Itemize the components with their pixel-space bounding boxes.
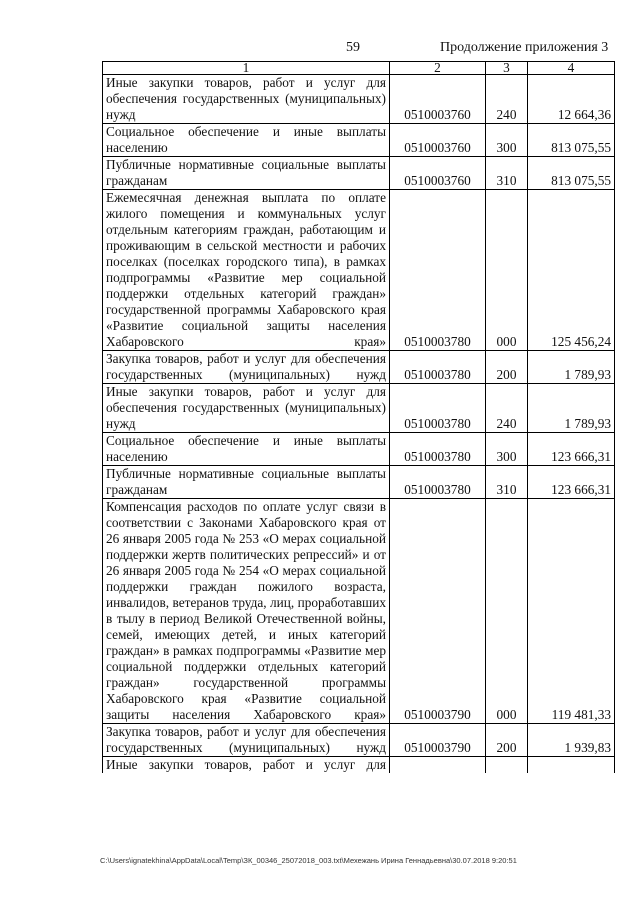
row-amount: 119 481,33 [528,499,615,724]
column-header: 3 [486,62,528,75]
table-row [103,499,615,724]
row-description: Компенсация расходов по оплате услуг связи в соответствии с Законами Хабаровского края от 26 января 2005 года № 253 «О мерах социальной поддержки жертв политических репрессий» и от 26 января 2005 года № 254 «О мерах социальной поддержки граждан пожилого возраста, инвалидов, ветеранов труда, лиц, проработавших в тылу в период Великой Отечественной войны, семей, имеющих детей, и иных категорий граждан» в рамках подпрограммы «Развитие мер социальной поддержки отдельных категорий граждан» государственной программы Хабаровского края «Развитие социальной защиты населения Хабаровского края» [103,499,390,724]
row-type [486,757,528,774]
row-type: 300 [486,433,528,466]
row-description: Закупка товаров, работ и услуг для обеспечения государственных (муниципальных) нужд [103,351,390,384]
row-description: Иные закупки товаров, работ и услуг для обеспечения государственных (муниципальных) нужд [103,75,390,124]
page-number: 59 [346,40,360,55]
column-header: 1 [103,62,390,75]
row-type: 310 [486,157,528,190]
row-type: 200 [486,724,528,757]
table-row [103,351,615,384]
budget-table [102,61,615,773]
row-type: 300 [486,124,528,157]
row-code: 0510003760 [390,75,486,124]
row-code: 0510003780 [390,190,486,351]
table-row [103,190,615,351]
row-code: 0510003780 [390,384,486,433]
row-code: 0510003780 [390,466,486,499]
table-row-cut [103,757,615,774]
row-code: 0510003760 [390,124,486,157]
row-amount: 813 075,55 [528,124,615,157]
row-amount: 813 075,55 [528,157,615,190]
row-amount: 1 939,83 [528,724,615,757]
table-header-row [103,62,615,75]
table-row [103,384,615,433]
row-amount: 12 664,36 [528,75,615,124]
table-row [103,433,615,466]
row-description: Публичные нормативные социальные выплаты гражданам [103,157,390,190]
row-amount: 123 666,31 [528,466,615,499]
row-description: Иные закупки товаров, работ и услуг для [103,757,390,774]
row-description: Закупка товаров, работ и услуг для обеспечения государственных (муниципальных) нужд [103,724,390,757]
row-type: 240 [486,75,528,124]
row-description: Ежемесячная денежная выплата по оплате жилого помещения и коммунальных услуг отдельным категориям граждан, работающим и проживающим в сельской местности и рабочих поселках (поселках городского типа), в рамках подпрограммы «Развитие мер социальной поддержки отдельных категорий граждан» государственной программы Хабаровского края «Развитие социальной защиты населения Хабаровского края» [103,190,390,351]
row-type: 200 [486,351,528,384]
row-code: 0510003760 [390,157,486,190]
row-code: 0510003790 [390,499,486,724]
row-amount: 125 456,24 [528,190,615,351]
table-row [103,124,615,157]
row-type: 240 [486,384,528,433]
row-amount [528,757,615,774]
row-code: 0510003780 [390,433,486,466]
row-type: 000 [486,190,528,351]
row-type: 000 [486,499,528,724]
row-description: Иные закупки товаров, работ и услуг для обеспечения государственных (муниципальных) нужд [103,384,390,433]
continuation-title: Продолжение приложения 3 [440,40,609,55]
row-amount: 1 789,93 [528,351,615,384]
table-row [103,157,615,190]
row-code: 0510003790 [390,724,486,757]
row-code: 0510003780 [390,351,486,384]
row-description: Социальное обеспечение и иные выплаты населению [103,433,390,466]
table-row [103,75,615,124]
row-description: Публичные нормативные социальные выплаты гражданам [103,466,390,499]
table-row [103,466,615,499]
row-description: Социальное обеспечение и иные выплаты населению [103,124,390,157]
table-row [103,724,615,757]
row-amount: 1 789,93 [528,384,615,433]
file-path-footer: C:\Users\ignatekhina\AppData\Local\Temp\ЗК_00346_25072018_003.txt\Мехежань Ирина Геннадьевна\30.07.2018 9:20:51 [100,856,517,865]
row-code [390,757,486,774]
row-type: 310 [486,466,528,499]
column-header: 4 [528,62,615,75]
row-amount: 123 666,31 [528,433,615,466]
column-header: 2 [390,62,486,75]
